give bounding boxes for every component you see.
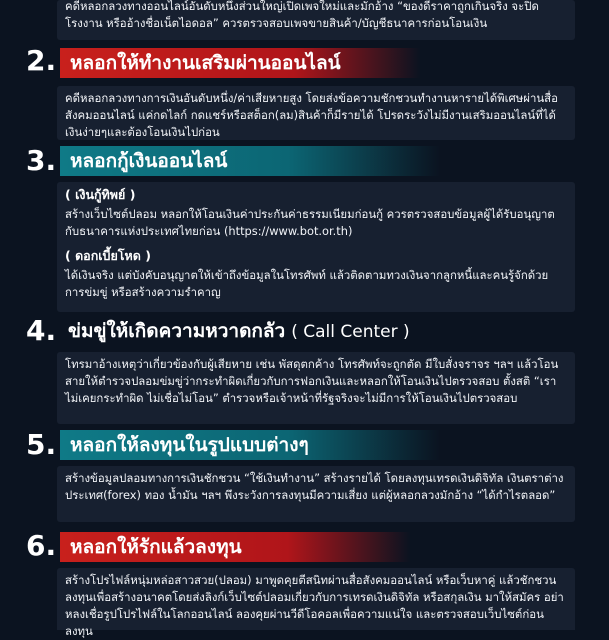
section-6-number: 6.: [26, 529, 57, 562]
section-2-text: คดีหลอกลวงทางการเงินอันดับหนึ่ง/ค่าเสียหายสูง โดยส่งข้อความชักชวนทำงานหารายได้พิเศษผ่านสื่อสังคมออนไลน์ แค่กดไลก์ กดแชร์หรือสต็อก(ลม)สินค้าก็มีรายได้ โปรดระวังไม่มีงานเสริมออนไลน์ที่ได้เงินง่ายๆและต้องโอนเงินไปก่อน: [65, 91, 558, 139]
section-1-text: คดีหลอกลวงทางออนไลน์อันดับหนึ่งส่วนใหญ่เปิดเพจใหม่และมักอ้าง “ของดีราคาถูกเกินจริง จะปิดโรงงาน หรืออ้างชื่อเน็ตไอดอล” ควรตรวจสอบเพจขายสินค้า/บัญชีธนาคารก่อนโอนเงิน: [65, 0, 539, 30]
section-6-heading: หลอกให้รักแล้วลงทุน: [60, 532, 410, 562]
section-3-number: 3.: [26, 144, 57, 177]
section-5-heading: หลอกให้ลงทุนในรูปแบบต่างๆ: [60, 430, 440, 460]
section-4-description: [57, 352, 575, 424]
section-2-number: 2.: [26, 44, 57, 77]
section-3-sub-text-fake-loan: สร้างเว็บไซต์ปลอม หลอกให้โอนเงินค่าประกันค่าธรรมเนียมก่อนกู้ ควรตรวจสอบข้อมูลผู้ได้รับอนุญาตกับธนาคารแห่งประเทศไทยก่อน (https://www.bot.or.th): [65, 207, 555, 238]
section-5-text: สร้างข้อมูลปลอมทางการเงินชักชวน “ใช้เงินทำงาน” สร้างรายได้ โดยลงทุนเทรดเงินดิจิทัล เงินตราต่างประเทศ(forex) ทอง น้ำมัน ฯลฯ พึงระวังการลงทุนมีความเสี่ยง แต่ผู้หลอกลวงมักอ้าง “ได้กำไรตลอด”: [65, 471, 564, 502]
section-2-heading: หลอกให้ทำงานเสริมผ่านออนไลน์: [60, 48, 420, 78]
section-2-description: [57, 86, 575, 140]
section-5-description: [57, 466, 575, 522]
section-4-title: ข่มขู่ให้เกิดความหวาดกลัว: [68, 320, 286, 342]
section-5-number: 5.: [26, 428, 57, 461]
section-3-sub-text-high-interest: ได้เงินจริง แต่บังคับอนุญาตให้เข้าถึงข้อมูลในโทรศัพท์ แล้วติดตามทวงเงินจากลูกหนี้และคนรู้จักด้วยการข่มขู่ หรือสร้างความรำคาญ: [65, 268, 549, 299]
section-3-sub-heading-high-interest: ( ดอกเบี้ยโหด ): [65, 248, 151, 263]
section-3-sub-heading-fake-loan: ( เงินกู้ทิพย์ ): [65, 187, 136, 202]
section-3-description: [57, 182, 575, 312]
section-4-text: โทรมาอ้างเหตุว่าเกี่ยวข้องกับผู้เสียหาย เช่น พัสดุตกค้าง โทรศัพท์จะถูกตัด มีใบสั่งจราจร ฯลฯ แล้วโอนสายให้ตำรวจปลอมข่มขู่ว่ากระทำผิดเกี่ยวกับการฟอกเงินและหลอกให้โอนเงินไปตรวจสอบ ตั้งสติ “เราไม่เคยกระทำผิด ไม่เชื่อไม่โอน” ตำรวจหรือเจ้าหน้าที่รัฐจริงจะไม่มีการให้โอนเงินไปตรวจสอบ: [65, 357, 559, 405]
section-3-heading: หลอกกู้เงินออนไลน์: [60, 146, 440, 176]
section-4-title-suffix: ( Call Center ): [291, 322, 410, 342]
section-1-description: [57, 0, 575, 40]
section-4-heading: [60, 316, 540, 346]
section-4-number: 4.: [26, 314, 57, 347]
section-6-description: [57, 568, 575, 638]
section-6-text: สร้างโปรไฟล์หนุ่มหล่อสาวสวย(ปลอม) มาพูดคุยตีสนิทผ่านสื่อสังคมออนไลน์ หรือเว็บหาคู่ แล้วชักชวนลงทุนเพื่อสร้างอนาคตโดยส่งลิงก์เว็บไซต์ปลอมเกี่ยวกับการเทรดเงินดิจิทัล หรือสกุลเงิน มาให้สมัคร อย่าหลงเชื่อรูปโปรไฟล์ในโลกออนไลน์ ลองคุยผ่านวีดีโอคอลเพื่อความแน่ใจ และตรวจสอบเว็บไซต์ก่อนลงทุน: [65, 573, 564, 638]
